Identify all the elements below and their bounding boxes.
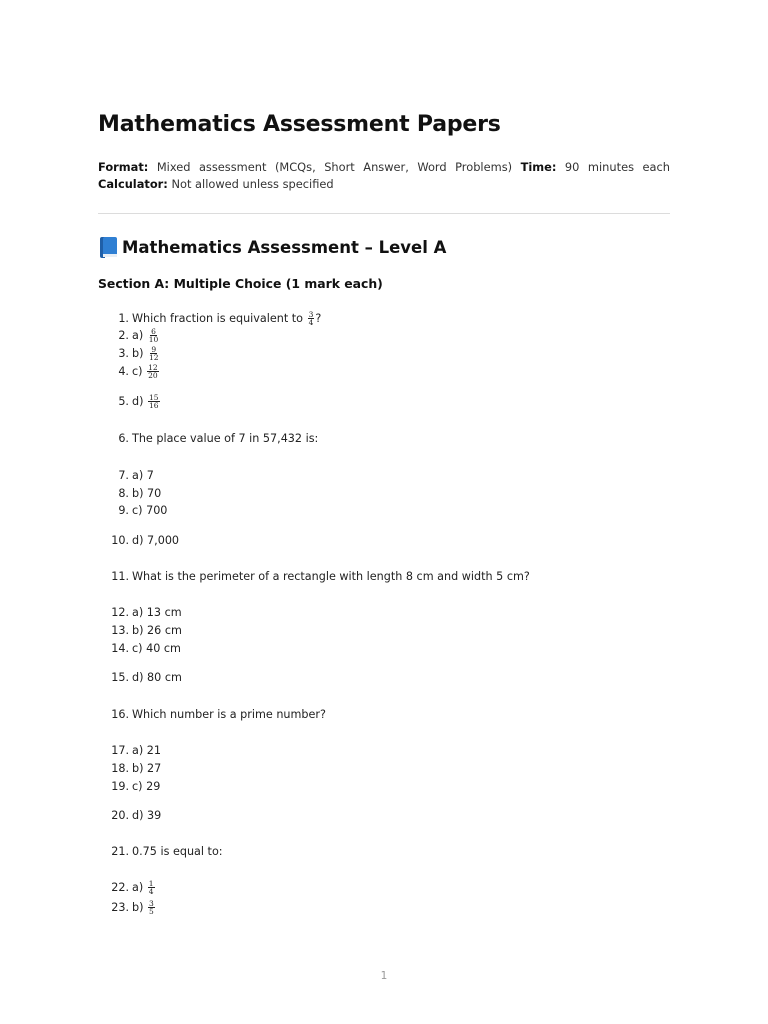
list-item [0, 807, 560, 823]
list-item [0, 899, 560, 915]
item-number: 22. [111, 880, 129, 894]
fraction-numerator: 9 [151, 344, 157, 354]
item-text: c) 29 [132, 779, 161, 793]
item-text: Which number is a prime number? [132, 707, 326, 721]
item-number: 12. [111, 605, 129, 619]
item-text: d) [132, 394, 148, 408]
page-title: Mathematics Assessment Papers [98, 112, 501, 137]
list-item [0, 843, 560, 859]
item-text: d) 39 [132, 808, 162, 822]
item-number: 11. [111, 569, 129, 583]
list-item [0, 485, 560, 501]
calculator-label: Calculator: [98, 177, 168, 191]
fraction [148, 900, 155, 915]
horizontal-divider [98, 213, 670, 214]
item-text: a) [132, 880, 147, 894]
item-text: b) [132, 346, 148, 360]
item-text-suffix: ? [315, 311, 322, 325]
item-number: 13. [111, 623, 129, 637]
time-label: Time: [520, 160, 557, 174]
item-text: b) 26 cm [132, 623, 182, 637]
fraction [148, 394, 160, 409]
item-number: 9. [118, 503, 129, 517]
item-number: 17. [111, 743, 129, 757]
list-item [0, 669, 560, 685]
fraction-denominator: 5 [149, 906, 154, 916]
list-item [0, 310, 560, 326]
time-value: 90 minutes each [564, 160, 670, 174]
fraction [148, 346, 160, 361]
fraction-denominator: 16 [149, 400, 159, 410]
item-number: 8. [118, 486, 129, 500]
item-number: 23. [111, 900, 129, 914]
item-number: 4. [118, 364, 129, 378]
item-text: a) 13 cm [132, 605, 182, 619]
list-item [0, 879, 560, 895]
fraction-numerator: 3 [308, 309, 314, 319]
fraction-denominator: 4 [308, 317, 314, 327]
list-item [0, 568, 560, 584]
list-item [0, 706, 560, 722]
item-number: 16. [111, 707, 129, 721]
assessment-info [98, 159, 670, 193]
item-text: c) 700 [132, 503, 168, 517]
fraction-denominator: 10 [148, 334, 159, 344]
fraction-numerator: 12 [148, 362, 158, 372]
item-number: 10. [111, 533, 129, 547]
list-item [0, 430, 560, 446]
item-number: 15. [111, 670, 129, 684]
item-number: 14. [111, 641, 129, 655]
item-number: 1. [118, 311, 129, 325]
item-number: 5. [118, 394, 129, 408]
fraction [148, 880, 155, 895]
item-text: b) 27 [132, 761, 162, 775]
fraction-denominator: 4 [148, 886, 154, 896]
item-text: d) 80 cm [132, 670, 182, 684]
item-number: 19. [111, 779, 129, 793]
fraction-denominator: 20 [148, 370, 158, 380]
item-number: 18. [111, 761, 129, 775]
list-item [0, 760, 560, 776]
item-text: What is the perimeter of a rectangle with length 8 cm and width 5 cm? [132, 569, 530, 583]
fraction [308, 311, 315, 326]
level-heading [100, 234, 446, 260]
item-text: Which fraction is equivalent to [132, 311, 307, 325]
fraction-numerator: 6 [151, 326, 156, 336]
format-value: Mixed assessment (MCQs, Short Answer, Word Problems) [156, 160, 513, 174]
level-heading-text: Mathematics Assessment – Level A [122, 237, 447, 257]
fraction-numerator: 1 [148, 878, 154, 888]
list-item [0, 742, 560, 758]
item-text: 0.75 is equal to: [132, 844, 223, 858]
list-item [0, 345, 560, 361]
page-number: 1 [380, 970, 388, 982]
list-item [0, 393, 560, 409]
list-item [0, 622, 560, 638]
item-number: 7. [118, 468, 129, 482]
format-label: Format: [98, 160, 149, 174]
list-item [0, 502, 560, 518]
fraction [147, 364, 159, 379]
item-text: b) 70 [132, 486, 162, 500]
item-text: b) [132, 900, 148, 914]
list-item [0, 604, 560, 620]
item-text: d) 7,000 [132, 533, 180, 547]
fraction [148, 328, 160, 343]
item-text: c) 40 cm [132, 641, 181, 655]
fraction-numerator: 3 [149, 898, 154, 908]
item-number: 3. [118, 346, 129, 360]
item-number: 6. [118, 431, 129, 445]
fraction-denominator: 12 [149, 352, 159, 362]
list-item [0, 327, 560, 343]
item-text: a) 7 [132, 468, 154, 482]
item-text: a) [132, 328, 147, 342]
section-heading: Section A: Multiple Choice (1 mark each) [98, 276, 383, 291]
item-number: 2. [118, 328, 129, 342]
list-item [0, 363, 560, 379]
item-text: a) 21 [132, 743, 162, 757]
blue-book-icon [100, 236, 118, 258]
calculator-value: Not allowed unless specified [171, 177, 334, 191]
fraction-numerator: 15 [149, 392, 159, 402]
item-number: 20. [111, 808, 129, 822]
item-text: The place value of 7 in 57,432 is: [132, 431, 319, 445]
list-item [0, 778, 560, 794]
item-text: c) [132, 364, 147, 378]
list-item [0, 467, 560, 483]
list-item [0, 640, 560, 656]
list-item [0, 532, 560, 548]
item-number: 21. [111, 844, 129, 858]
